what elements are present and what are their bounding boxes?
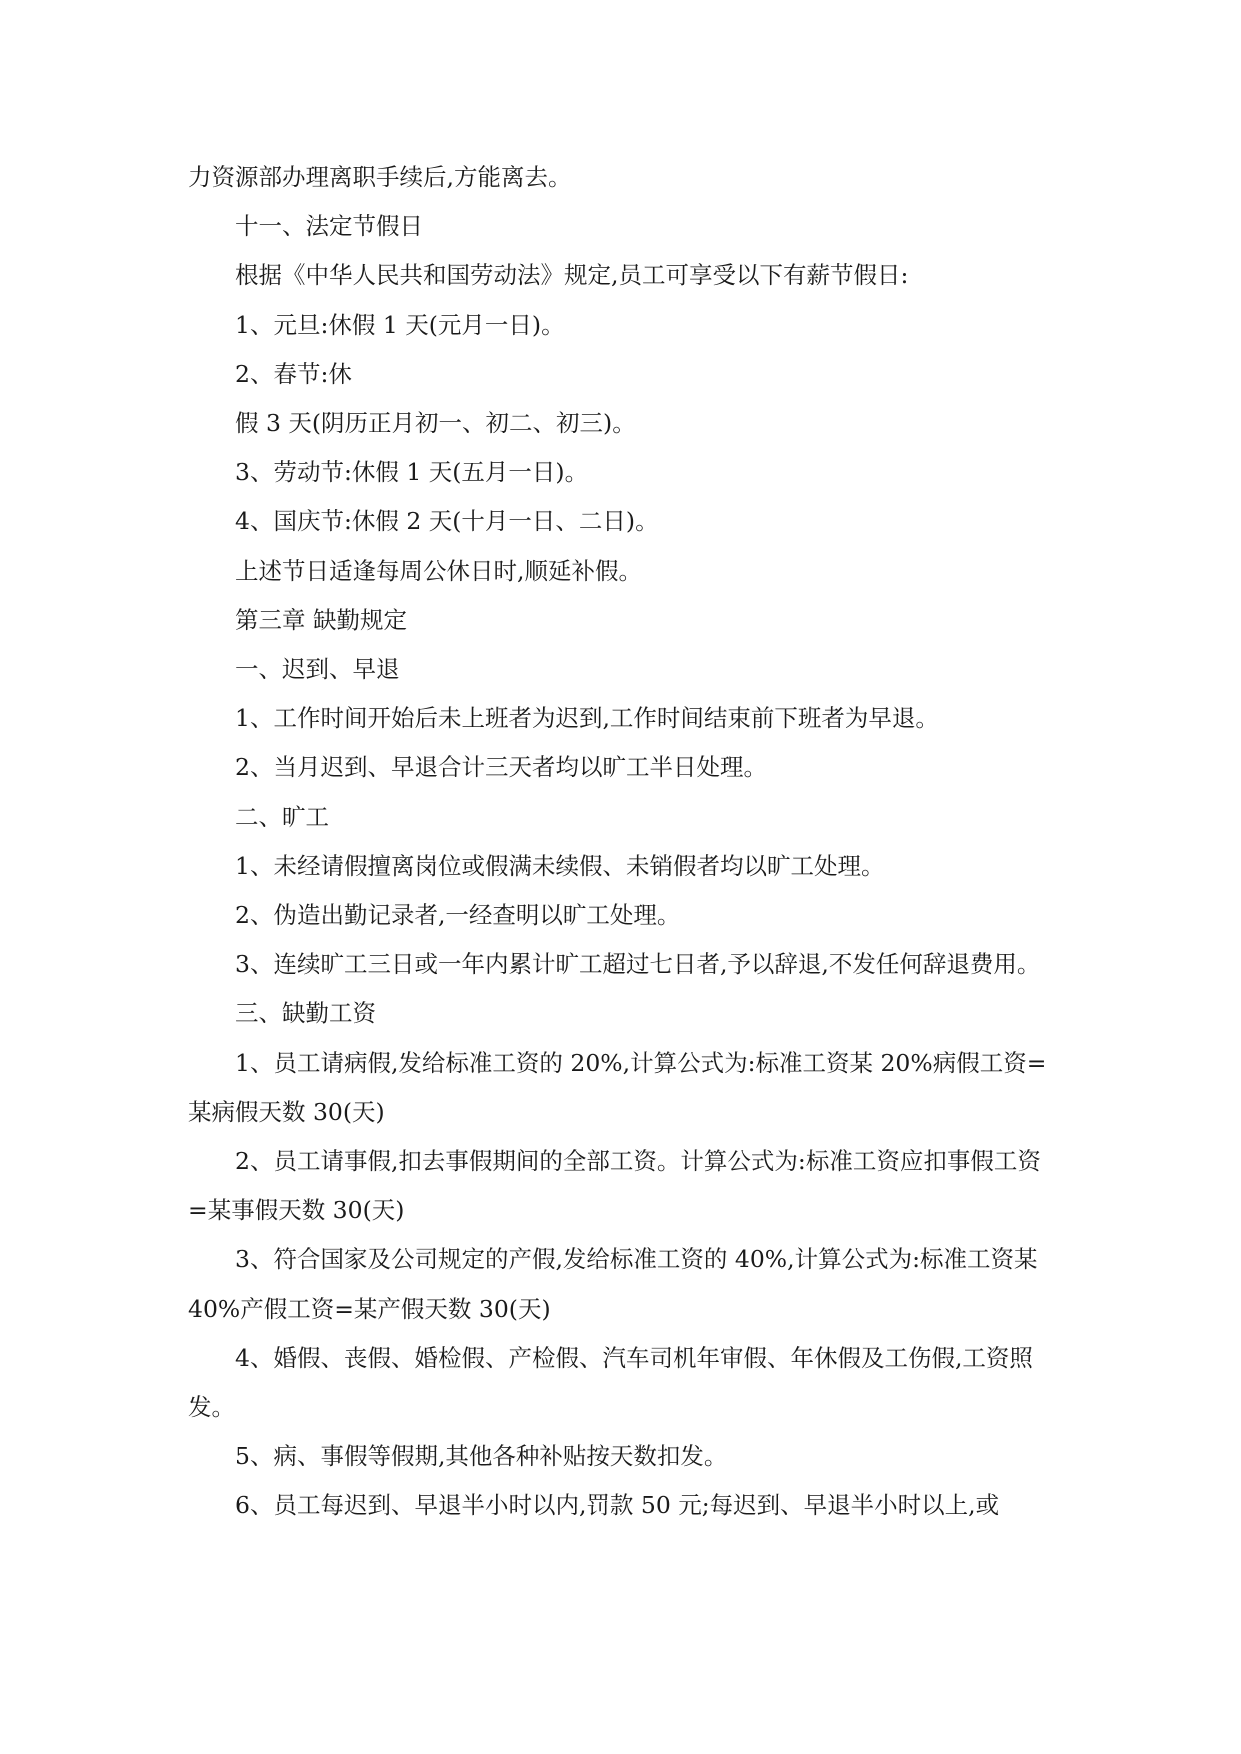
list-item-spring-festival: 2、春节:休 — [235, 359, 352, 388]
list-item-personal-leave: 2、员工请事假,扣去事假期间的全部工资。计算公式为:标准工资应扣事假工资=某事假天数 30(天) — [188, 1147, 1041, 1225]
list-item-allowance-deduction: 5、病、事假等假期,其他各种补贴按天数扣发。 — [235, 1442, 728, 1471]
section-heading-absenteeism: 二、旷工 — [235, 802, 329, 831]
list-item-late-definition: 1、工作时间开始后未上班者为迟到,工作时间结束前下班者为早退。 — [235, 704, 939, 733]
list-item-continuous-absence: 3、连续旷工三日或一年内累计旷工超过七日者,予以辞退,不发任何辞退费用。 — [235, 950, 1041, 979]
section-heading-holidays: 十一、法定节假日 — [235, 212, 423, 241]
list-item-spring-festival-continued: 假 3 天(阴历正月初一、初二、初三)。 — [235, 409, 636, 438]
list-item-sick-leave: 1、员工请病假,发给标准工资的 20%,计算公式为:标准工资某 20%病假工资=某病假天数 30(天) — [188, 1048, 1047, 1126]
paragraph-holidays-intro: 根据《中华人民共和国劳动法》规定,员工可享受以下有薪节假日: — [235, 261, 909, 290]
section-heading-absence-wages: 三、缺勤工资 — [235, 999, 376, 1028]
list-item-forged-attendance: 2、伪造出勤记录者,一经查明以旷工处理。 — [235, 901, 681, 930]
document-body — [188, 153, 1054, 1531]
section-heading-late-early: 一、迟到、早退 — [235, 655, 400, 684]
list-item-unauthorized-absence: 1、未经请假擅离岗位或假满未续假、未销假者均以旷工处理。 — [235, 851, 885, 880]
paragraph-continuation: 力资源部办理离职手续后,方能离去。 — [188, 163, 572, 191]
list-item-labor-day: 3、劳动节:休假 1 天(五月一日)。 — [235, 458, 589, 487]
list-item-new-year: 1、元旦:休假 1 天(元月一日)。 — [235, 310, 565, 339]
list-item-maternity-leave: 3、符合国家及公司规定的产假,发给标准工资的 40%,计算公式为:标准工资某 40%产假工资=某产假天数 30(天) — [188, 1245, 1038, 1323]
list-item-paid-leaves: 4、婚假、丧假、婚检假、产检假、汽车司机年审假、年休假及工伤假,工资照发。 — [188, 1343, 1033, 1422]
list-item-lateness-fine: 6、员工每迟到、早退半小时以内,罚款 50 元;每迟到、早退半小时以上,或 — [235, 1491, 1000, 1520]
list-item-late-penalty: 2、当月迟到、早退合计三天者均以旷工半日处理。 — [235, 753, 767, 782]
chapter-heading-absence: 第三章 缺勤规定 — [235, 605, 407, 634]
list-item-national-day: 4、国庆节:休假 2 天(十月一日、二日)。 — [235, 507, 659, 536]
paragraph-holiday-note: 上述节日适逢每周公休日时,顺延补假。 — [235, 556, 642, 585]
